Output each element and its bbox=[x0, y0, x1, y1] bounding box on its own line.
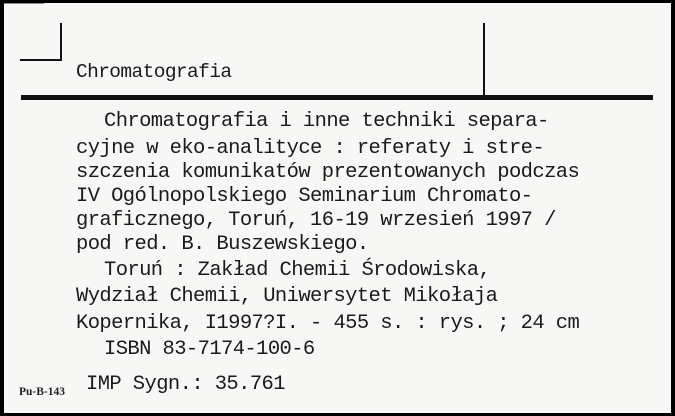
body-line-4: IV Ogólnopolskiego Seminarium Chromato- bbox=[76, 185, 533, 208]
shelf-stamp: Pu-B-143 bbox=[19, 386, 65, 398]
heading-rule bbox=[21, 95, 653, 100]
catalog-card bbox=[4, 3, 671, 413]
corner-bracket-vertical bbox=[60, 23, 62, 61]
publisher-line-1: Toruń : Zakład Chemii Środowiska, bbox=[104, 259, 491, 282]
top-edge-mark bbox=[4, 3, 44, 4]
publisher-line-3: Kopernika, I1997?I. - 455 s. : rys. ; 24 cm bbox=[76, 312, 580, 335]
column-divider bbox=[483, 23, 485, 95]
publisher-line-2: Wydział Chemii, Uniwersytet Mikołaja bbox=[76, 285, 498, 308]
body-line-2: cyjne w eko-analityce : referaty i stre- bbox=[76, 137, 545, 160]
body-line-5: graficznego, Toruń, 16-19 wrzesień 1997 / bbox=[76, 209, 556, 232]
isbn-line: ISBN 83-7174-100-6 bbox=[104, 338, 315, 361]
corner-bracket-horizontal bbox=[20, 59, 62, 61]
body-line-6: pod red. B. Buszewskiego. bbox=[76, 233, 369, 256]
body-line-1: Chromatografia i inne techniki separa- bbox=[104, 110, 549, 133]
signature-line: IMP Sygn.: 35.761 bbox=[86, 373, 285, 396]
card-heading: Chromatografia bbox=[76, 61, 232, 83]
body-line-3: szczenia komunikatów prezentowanych podczas bbox=[76, 161, 580, 184]
